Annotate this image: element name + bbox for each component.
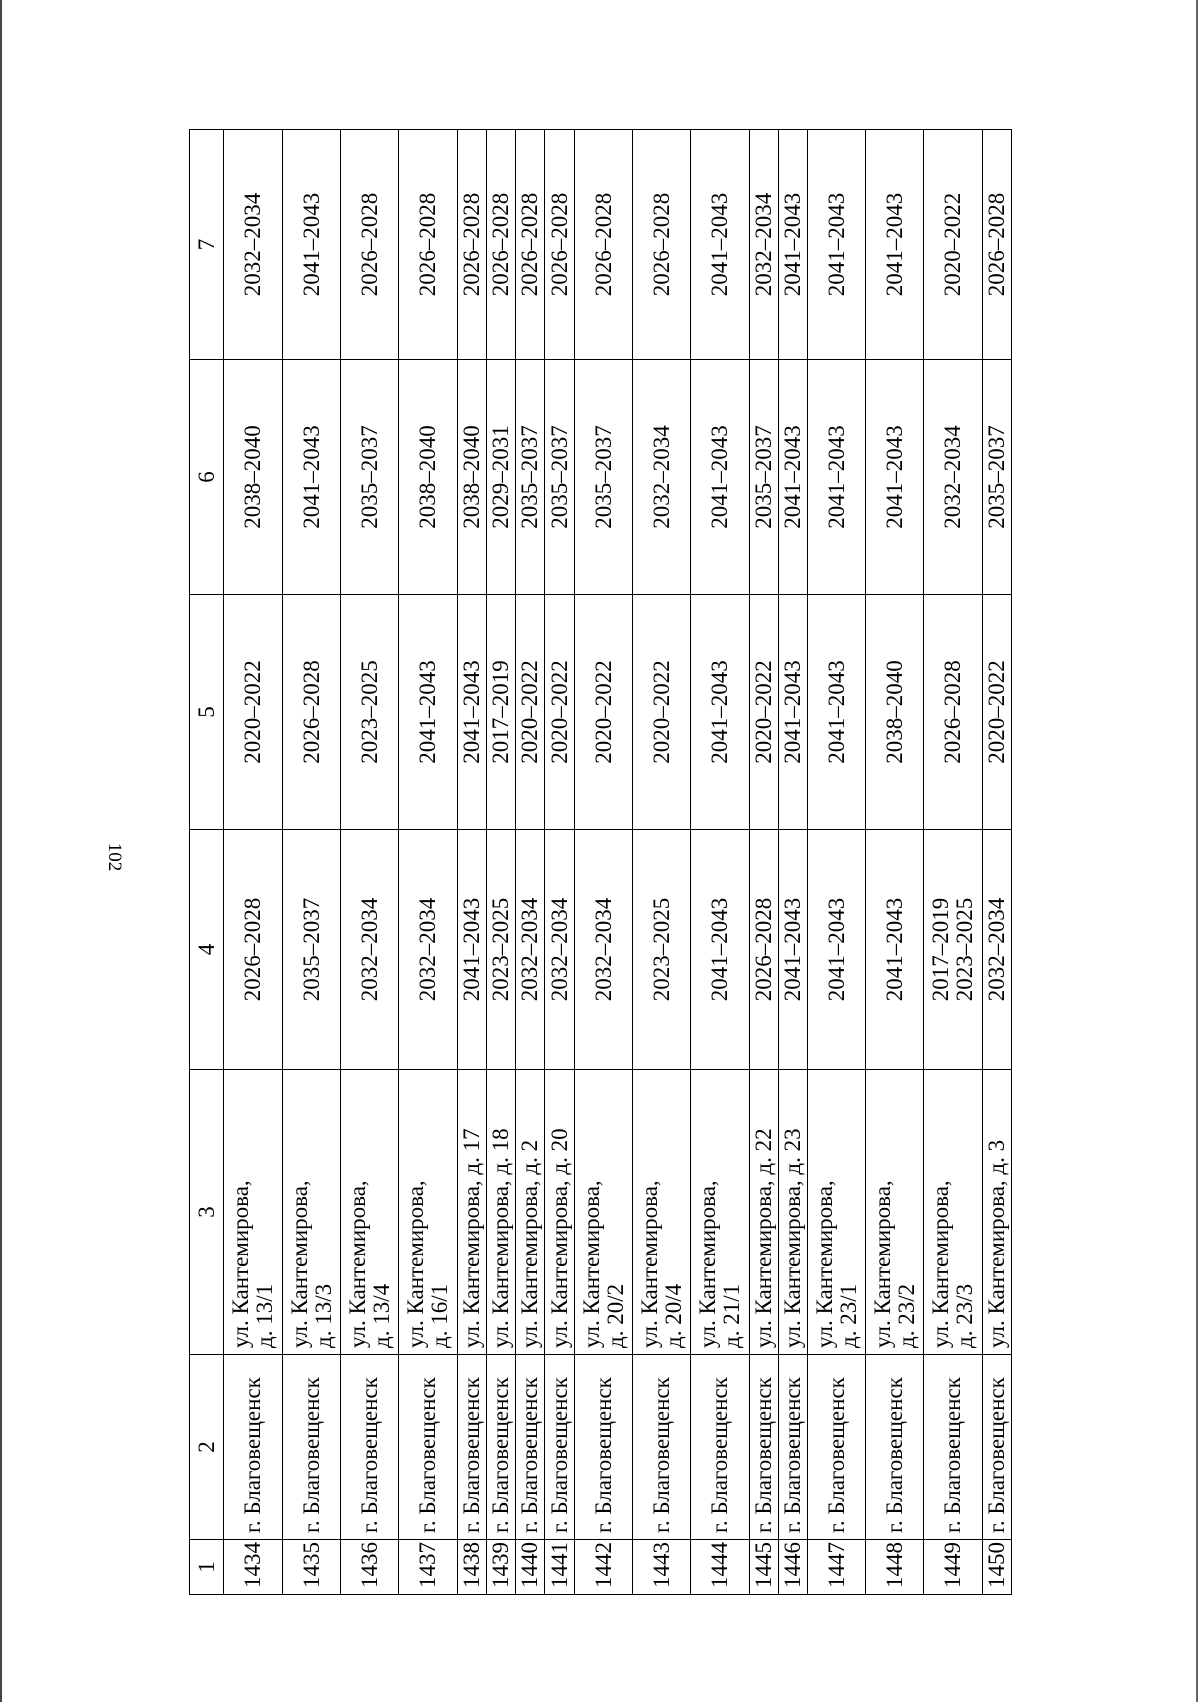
address-line: д. 20/4 [660, 1283, 686, 1348]
address-line: ул. Кантемирова, [403, 1180, 428, 1348]
header-cell: 2 [190, 1355, 224, 1540]
period-cell: 2026–2028 [487, 130, 516, 360]
row-number-cell: 1444 [691, 1540, 750, 1595]
period-value: 2041–2043 [823, 897, 849, 1002]
address-line: ул. Кантемирова, д. 17 [459, 1128, 484, 1348]
period-value: 2032–2034 [590, 897, 616, 1002]
header-cell: 3 [190, 1070, 224, 1355]
period-cell: 2020–2022 [516, 595, 545, 830]
city-cell: г. Благовещенск [341, 1355, 399, 1540]
schedule-table [189, 129, 1012, 1595]
period-cell: 2041–2043 [691, 360, 750, 595]
period-cell: 2038–2040 [224, 360, 283, 595]
table-row [924, 130, 983, 1595]
period-cell: 2041–2043 [779, 595, 808, 830]
address-cell [866, 1070, 924, 1355]
period-value: 2035–2037 [298, 897, 324, 1002]
period-cell: 2041–2043 [458, 595, 487, 830]
period-cell: 2035–2037 [516, 360, 545, 595]
table-row [283, 130, 341, 1595]
row-number-cell: 1442 [575, 1540, 633, 1595]
row-number-cell: 1440 [516, 1540, 545, 1595]
table-row [575, 130, 633, 1595]
row-number-cell: 1438 [458, 1540, 487, 1595]
row-number-cell: 1447 [808, 1540, 866, 1595]
city-cell: г. Благовещенск [487, 1355, 516, 1540]
header-cell: 4 [190, 830, 224, 1070]
table-row [750, 130, 779, 1595]
address-line: д. 23/3 [952, 1283, 977, 1348]
period-cell: 2020–2022 [924, 130, 983, 360]
table-row [866, 130, 924, 1595]
address-line: ул. Кантемирова, [811, 1180, 837, 1348]
address-cell [545, 1070, 575, 1355]
address-cell [924, 1070, 983, 1355]
city-cell: г. Благовещенск [779, 1355, 808, 1540]
city-cell: г. Благовещенск [283, 1355, 341, 1540]
row-number-cell: 1449 [924, 1540, 983, 1595]
period-cell: 2026–2028 [283, 595, 341, 830]
table-row [691, 130, 750, 1595]
period-cell: 2041–2043 [866, 130, 924, 360]
period-cell: 2041–2043 [808, 595, 866, 830]
period-cell: 2020–2022 [750, 595, 779, 830]
row-number-cell: 1446 [779, 1540, 808, 1595]
period-cell: 2035–2037 [750, 360, 779, 595]
period-value: 2023–2025 [648, 897, 674, 1002]
period-cell [224, 830, 283, 1070]
period-cell: 2041–2043 [399, 595, 458, 830]
scan-left-edge [0, 0, 2, 1702]
period-cell: 2038–2040 [866, 595, 924, 830]
table-row [487, 130, 516, 1595]
period-cell: 2026–2028 [516, 130, 545, 360]
city-cell: г. Благовещенск [924, 1355, 983, 1540]
table-row [458, 130, 487, 1595]
rotated-table-sheet [189, 130, 1106, 1595]
table-row [341, 130, 399, 1595]
address-line: ул. Кантемирова, [286, 1180, 312, 1348]
period-cell: 2041–2043 [691, 595, 750, 830]
city-cell: г. Благовещенск [691, 1355, 750, 1540]
row-number-cell: 1435 [283, 1540, 341, 1595]
city-cell: г. Благовещенск [983, 1355, 1012, 1540]
address-line: ул. Кантемирова, [695, 1180, 720, 1348]
address-cell [691, 1070, 750, 1355]
period-cell [399, 830, 458, 1070]
period-value: 2041–2043 [780, 897, 805, 1002]
address-line: д. 13/3 [310, 1283, 336, 1348]
city-cell: г. Благовещенск [224, 1355, 283, 1540]
period-cell: 2032–2034 [224, 130, 283, 360]
row-number-cell: 1436 [341, 1540, 399, 1595]
address-cell [487, 1070, 516, 1355]
period-cell [283, 830, 341, 1070]
period-cell: 2026–2028 [545, 130, 575, 360]
header-cell: 7 [190, 130, 224, 360]
city-cell: г. Благовещенск [575, 1355, 633, 1540]
period-value: 2041–2043 [707, 897, 732, 1002]
period-cell [750, 830, 779, 1070]
address-line: ул. Кантемирова, д. 2 [517, 1139, 542, 1348]
header-cell: 6 [190, 360, 224, 595]
period-cell [341, 830, 399, 1070]
address-line: д. 21/1 [719, 1283, 744, 1348]
table-body [224, 130, 1012, 1595]
row-number-cell: 1450 [983, 1540, 1012, 1595]
period-cell: 2017–2019 [487, 595, 516, 830]
period-cell: 2032–2034 [633, 360, 691, 595]
city-cell: г. Благовещенск [750, 1355, 779, 1540]
period-cell: 2035–2037 [575, 360, 633, 595]
address-line: д. 23/2 [893, 1283, 919, 1348]
period-cell: 2041–2043 [779, 130, 808, 360]
period-value: 2032–2034 [546, 897, 572, 1002]
address-line: д. 20/2 [602, 1283, 628, 1348]
period-cell: 2038–2040 [399, 360, 458, 595]
period-cell: 2026–2028 [458, 130, 487, 360]
address-cell [341, 1070, 399, 1355]
period-cell: 2026–2028 [399, 130, 458, 360]
period-cell: 2026–2028 [924, 595, 983, 830]
table-row [224, 130, 283, 1595]
period-value: 2032–2034 [356, 897, 382, 1002]
period-cell: 2020–2022 [224, 595, 283, 830]
city-cell: г. Благовещенск [399, 1355, 458, 1540]
address-line: ул. Кантемирова, [636, 1180, 662, 1348]
period-value: 2017–2019 [928, 897, 953, 1002]
address-cell [399, 1070, 458, 1355]
table-row [633, 130, 691, 1595]
period-cell: 2041–2043 [866, 360, 924, 595]
address-line: д. 13/1 [252, 1283, 277, 1348]
period-cell: 2041–2043 [283, 130, 341, 360]
period-cell [575, 830, 633, 1070]
address-line: ул. Кантемирова, [344, 1180, 370, 1348]
period-cell: 2035–2037 [545, 360, 575, 595]
city-cell: г. Благовещенск [633, 1355, 691, 1540]
period-cell [924, 830, 983, 1070]
header-row [190, 130, 224, 1595]
address-cell [779, 1070, 808, 1355]
period-value: 2023–2025 [952, 897, 977, 1002]
page-number: 102 [104, 842, 125, 872]
period-cell: 2041–2043 [779, 360, 808, 595]
city-cell: г. Благовещенск [545, 1355, 575, 1540]
row-number-cell: 1441 [545, 1540, 575, 1595]
address-line: ул. Кантемирова, д. 22 [751, 1128, 776, 1348]
address-line: д. 16/1 [427, 1283, 452, 1348]
address-line: ул. Кантемирова, д. 20 [546, 1128, 572, 1348]
period-value: 2041–2043 [881, 897, 907, 1002]
period-cell: 2029–2031 [487, 360, 516, 595]
row-number-cell: 1437 [399, 1540, 458, 1595]
address-cell [458, 1070, 487, 1355]
address-line: д. 23/1 [835, 1283, 861, 1348]
period-cell: 2020–2022 [545, 595, 575, 830]
header-cell: 1 [190, 1540, 224, 1595]
period-value: 2023–2025 [488, 897, 513, 1002]
table-row [399, 130, 458, 1595]
address-line: ул. Кантемирова, [869, 1180, 895, 1348]
row-number-cell: 1443 [633, 1540, 691, 1595]
city-cell: г. Благовещенск [808, 1355, 866, 1540]
city-cell: г. Благовещенск [458, 1355, 487, 1540]
period-cell: 2020–2022 [633, 595, 691, 830]
period-cell: 2041–2043 [691, 130, 750, 360]
city-cell: г. Благовещенск [516, 1355, 545, 1540]
address-cell [983, 1070, 1012, 1355]
row-number-cell: 1439 [487, 1540, 516, 1595]
period-cell: 2023–2025 [341, 595, 399, 830]
table-row [516, 130, 545, 1595]
address-line: ул. Кантемирова, д. 3 [984, 1139, 1009, 1348]
period-cell [691, 830, 750, 1070]
period-cell: 2032–2034 [924, 360, 983, 595]
period-cell [866, 830, 924, 1070]
row-number-cell: 1445 [750, 1540, 779, 1595]
header-cell: 5 [190, 595, 224, 830]
table-row [983, 130, 1012, 1595]
period-value: 2032–2034 [415, 897, 440, 1002]
period-cell: 2035–2037 [341, 360, 399, 595]
period-cell [545, 830, 575, 1070]
period-cell: 2041–2043 [283, 360, 341, 595]
period-cell: 2020–2022 [575, 595, 633, 830]
scan-right-edge [1196, 0, 1198, 1702]
period-cell: 2026–2028 [341, 130, 399, 360]
period-cell [458, 830, 487, 1070]
period-cell: 2032–2034 [750, 130, 779, 360]
period-cell: 2026–2028 [983, 130, 1012, 360]
table-row [545, 130, 575, 1595]
address-line: ул. Кантемирова, д. 23 [780, 1128, 805, 1348]
period-cell [779, 830, 808, 1070]
period-cell [983, 830, 1012, 1070]
period-value: 2032–2034 [517, 897, 542, 1002]
period-value: 2041–2043 [459, 897, 484, 1002]
row-number-cell: 1448 [866, 1540, 924, 1595]
address-line: ул. Кантемирова, [228, 1180, 253, 1348]
period-cell: 2020–2022 [983, 595, 1012, 830]
period-cell: 2026–2028 [575, 130, 633, 360]
address-cell [633, 1070, 691, 1355]
address-cell [516, 1070, 545, 1355]
period-value: 2032–2034 [984, 897, 1009, 1002]
period-cell: 2026–2028 [633, 130, 691, 360]
period-cell [633, 830, 691, 1070]
period-cell: 2041–2043 [808, 130, 866, 360]
period-cell: 2041–2043 [808, 360, 866, 595]
city-cell: г. Благовещенск [866, 1355, 924, 1540]
address-line: ул. Кантемирова, [578, 1180, 604, 1348]
address-cell [283, 1070, 341, 1355]
table-row [779, 130, 808, 1595]
address-cell [750, 1070, 779, 1355]
period-cell: 2035–2037 [983, 360, 1012, 595]
table-row [808, 130, 866, 1595]
address-cell [575, 1070, 633, 1355]
period-value: 2026–2028 [751, 897, 776, 1002]
address-cell [224, 1070, 283, 1355]
period-cell [516, 830, 545, 1070]
period-value: 2026–2028 [240, 897, 265, 1002]
period-cell: 2038–2040 [458, 360, 487, 595]
period-cell [808, 830, 866, 1070]
address-line: ул. Кантемирова, д. 18 [488, 1128, 513, 1348]
address-line: ул. Кантемирова, [928, 1180, 953, 1348]
row-number-cell: 1434 [224, 1540, 283, 1595]
address-cell [808, 1070, 866, 1355]
address-line: д. 13/4 [368, 1283, 394, 1348]
period-cell [487, 830, 516, 1070]
